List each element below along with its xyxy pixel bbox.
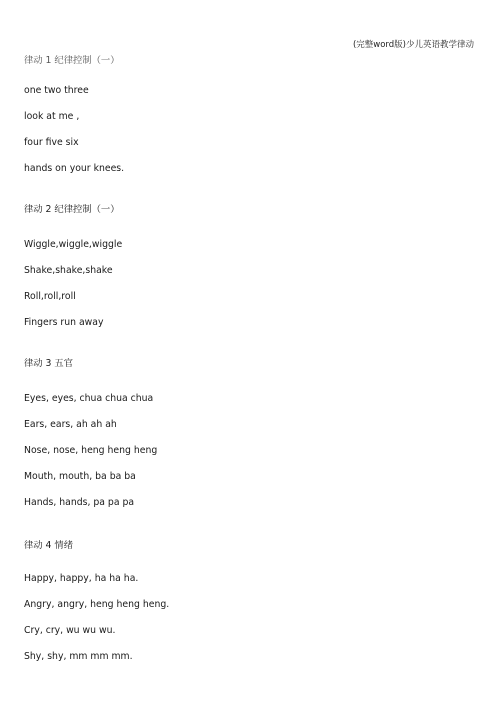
lyric-line: Happy, happy, ha ha ha. bbox=[24, 573, 139, 584]
lyric-line: four five six bbox=[24, 137, 79, 148]
lyric-line: Ears, ears, ah ah ah bbox=[24, 419, 117, 430]
lyric-line: Wiggle,wiggle,wiggle bbox=[24, 239, 123, 250]
lyric-line: Nose, nose, heng heng heng bbox=[24, 445, 158, 456]
lyric-line: Shake,shake,shake bbox=[24, 265, 113, 276]
lyric-line: hands on your knees. bbox=[24, 163, 125, 174]
lyric-line: Roll,roll,roll bbox=[24, 291, 76, 302]
section-heading: 律动 4 情绪 bbox=[24, 540, 74, 551]
lyric-line: Cry, cry, wu wu wu. bbox=[24, 625, 116, 636]
lyric-line: one two three bbox=[24, 85, 89, 96]
section-heading: 律动 2 纪律控制（一） bbox=[24, 204, 120, 215]
section-heading: 律动 1 纪律控制（一） bbox=[24, 55, 120, 66]
document-title: (完整word版)少儿英语教学律动 bbox=[352, 40, 474, 50]
lyric-line: look at me , bbox=[24, 111, 80, 122]
lyric-line: Hands, hands, pa pa pa bbox=[24, 497, 135, 508]
lyric-line: Angry, angry, heng heng heng. bbox=[24, 599, 170, 610]
lyric-line: Eyes, eyes, chua chua chua bbox=[24, 393, 154, 404]
lyric-line: Shy, shy, mm mm mm. bbox=[24, 651, 133, 662]
lyric-line: Mouth, mouth, ba ba ba bbox=[24, 471, 136, 482]
lyric-line: Fingers run away bbox=[24, 317, 104, 328]
section-heading: 律动 3 五官 bbox=[24, 358, 74, 369]
